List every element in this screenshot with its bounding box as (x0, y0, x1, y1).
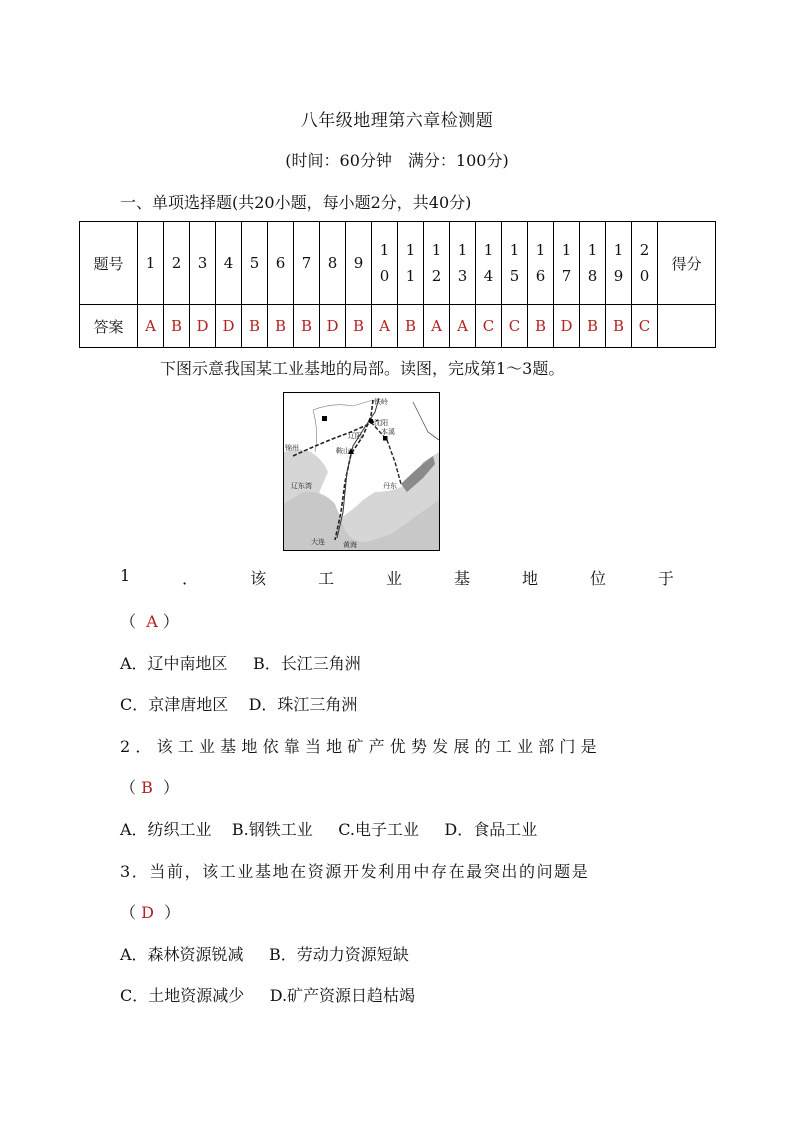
score-label: 得分 (658, 222, 716, 305)
option-d: D.矿产资源日趋枯竭 (269, 986, 416, 1005)
answer-cell: B (268, 305, 294, 348)
question-3-answer: （ D ） (120, 903, 181, 922)
answer-cell: B (606, 305, 632, 348)
option-a: A．纺织工业 (120, 820, 212, 839)
row-label-answer: 答案 (80, 305, 138, 348)
question-number-cell: 1 (138, 222, 164, 305)
answer-cell: C (502, 305, 528, 348)
question-3-options-row-2 (120, 983, 415, 1006)
answer-cell: D (190, 305, 216, 348)
question-3-answer-value: D (141, 903, 154, 922)
question-number-cell: 19 (606, 222, 632, 305)
question-number-cell: 18 (580, 222, 606, 305)
question-3-options-row-1 (120, 942, 409, 965)
map-label-dalian: 大连 (311, 538, 325, 546)
map-label-benxi: 本溪 (381, 428, 395, 436)
option-a: A．辽中南地区 (120, 654, 228, 673)
exam-info: (时间：60分钟 满分：100分) (285, 151, 509, 170)
stem-char: 基 (454, 569, 471, 588)
answer-cell: C (632, 305, 658, 348)
question-2-stem: 2．该工业基地依靠当地矿产优势发展的工业部门是 (120, 737, 602, 756)
option-c: C．京津唐地区 (120, 695, 229, 714)
answer-cell: B (580, 305, 606, 348)
answer-cell: B (528, 305, 554, 348)
question-2-options (120, 817, 537, 840)
question-1-options-row-1 (120, 651, 361, 674)
stem-char: 于 (657, 569, 674, 588)
question-number-cell: 6 (268, 222, 294, 305)
question-number-cell: 14 (476, 222, 502, 305)
option-d: D．食品工业 (444, 820, 538, 839)
answer-cell: D (320, 305, 346, 348)
stem-char: 位 (589, 569, 606, 588)
answer-cell: B (294, 305, 320, 348)
stem-char: 业 (386, 569, 403, 588)
section-heading: 一、单项选择题(共20小题，每小题2分，共40分) (120, 193, 472, 212)
map-label-dandong: 丹东 (383, 482, 397, 490)
question-number-cell: 12 (424, 222, 450, 305)
stem-char: 工 (318, 569, 335, 588)
question-number-cell: 16 (528, 222, 554, 305)
answer-cell: C (476, 305, 502, 348)
question-2-answer-value: B (141, 778, 153, 797)
page-title: 八年级地理第六章检测题 (300, 111, 494, 131)
answer-cell: B (346, 305, 372, 348)
question-1-answer: （ A ） (120, 612, 179, 631)
answer-cell: A (138, 305, 164, 348)
question-number-cell: 15 (502, 222, 528, 305)
question-1-answer-value: A (146, 612, 158, 631)
option-b: B．长江三角洲 (253, 654, 361, 673)
answer-cell: A (424, 305, 450, 348)
map-label-anshan: 鞍山 (336, 447, 350, 455)
question-number-cell: 11 (398, 222, 424, 305)
answer-cell: B (164, 305, 190, 348)
question-number-cell: 8 (320, 222, 346, 305)
answer-row (80, 305, 716, 348)
shenyang-dot (369, 419, 374, 424)
option-c: C.电子工业 (338, 820, 419, 839)
stem-char: 地 (521, 569, 538, 588)
question-2-answer: （ B ） (120, 778, 180, 797)
option-b: B.钢铁工业 (231, 820, 313, 839)
option-c: C．土地资源减少 (120, 986, 245, 1005)
question-number-cell: 17 (554, 222, 580, 305)
question-3-stem: 3．当前，该工业基地在资源开发利用中存在最突出的问题是 (120, 862, 590, 881)
map-label-shenyang: 沈阳 (374, 419, 388, 427)
question-number-row (80, 222, 716, 305)
stem-char: 该 (250, 569, 267, 588)
answer-cell: A (450, 305, 476, 348)
answer-cell: B (242, 305, 268, 348)
question-number-cell: 20 (632, 222, 658, 305)
map-intro-text: 下图示意我国某工业基地的局部。读图，完成第1～3题。 (160, 359, 565, 378)
answer-cell: B (398, 305, 424, 348)
question-1-stem (120, 566, 674, 589)
option-a: A．森林资源锐减 (120, 945, 244, 964)
question-number-cell: 13 (450, 222, 476, 305)
stem-char: 1 (120, 566, 131, 585)
question-number-cell: 5 (242, 222, 268, 305)
option-b: B．劳动力资源短缺 (269, 945, 409, 964)
option-d: D．珠江三角洲 (248, 695, 358, 714)
stem-char: ． (182, 569, 199, 588)
map-label-yellow-sea: 黄海 (343, 541, 357, 549)
question-number-cell: 7 (294, 222, 320, 305)
map-label-tieling: 铁岭 (374, 398, 388, 406)
map-label-liaoyang: 辽阳 (348, 432, 362, 440)
question-1-options-row-2 (120, 692, 357, 715)
answer-table (79, 221, 716, 348)
map-label-liaodong-bay: 辽东湾 (291, 482, 312, 490)
benxi-marker (383, 436, 388, 441)
mine-marker (322, 416, 327, 421)
answer-cell: D (216, 305, 242, 348)
question-number-cell: 3 (190, 222, 216, 305)
map-label-jinzhou: 锦州 (285, 444, 299, 452)
row-label-question-number: 题号 (80, 222, 138, 305)
question-number-cell: 9 (346, 222, 372, 305)
answer-cell: D (554, 305, 580, 348)
score-value-cell[interactable] (658, 305, 716, 348)
question-number-cell: 10 (372, 222, 398, 305)
question-number-cell: 2 (164, 222, 190, 305)
answer-cell: A (372, 305, 398, 348)
question-number-cell: 4 (216, 222, 242, 305)
industrial-base-map (283, 392, 440, 551)
